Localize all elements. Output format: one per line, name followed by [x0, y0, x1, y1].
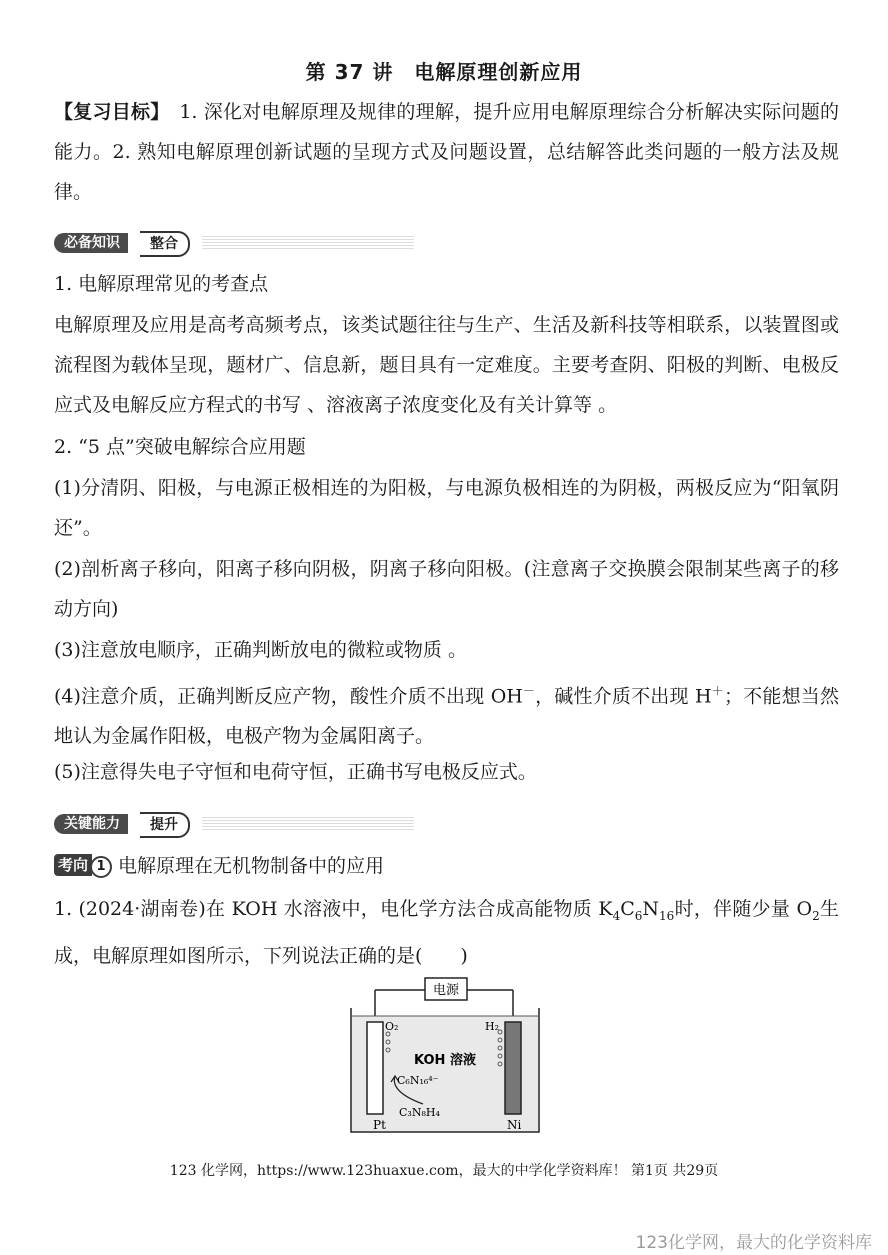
kaoxiang-heading [54, 846, 839, 886]
kaoxiang-tag: 考向 [54, 854, 92, 876]
section-tag-dark: 必备知识 [54, 233, 128, 253]
review-goals [54, 92, 839, 212]
kaoxiang-text: 电解原理在无机物制备中的应用 [118, 855, 385, 877]
goals-text: 1. 深化对电解原理及规律的理解，提升应用电解原理综合分析解决实际问题的能力。2. 熟知电解原理创新试题的呈现方式及问题设置，总结解答此类问题的一般方法及规律。 [54, 101, 839, 203]
point2-item-3: (3)注意放电顺序，正确判断放电的微粒或物质 。 [54, 639, 467, 661]
page-footer: 123 化学网，https://www.123huaxue.com，最大的中学化学资料库！ 第1页 共29页 [169, 1163, 719, 1179]
goals-label: 【复习目标】 [54, 101, 161, 123]
ni-electrode [505, 1022, 521, 1114]
section-stripe [202, 235, 414, 249]
ni-label: Ni [507, 1118, 522, 1132]
electrolysis-diagram [345, 972, 545, 1138]
item4-part-b: ，碱性介质不出现 H [534, 685, 712, 708]
o2-label: O₂ [385, 1020, 399, 1033]
point2-item-4: (4)注意介质，正确判断反应产物，酸性介质不出现 OH－，碱性介质不出现 H＋；不能想当然地认为金属作阳极，电极产物为金属阳离子。 [54, 684, 839, 748]
point1-heading: 1. 电解原理常见的考查点 [54, 273, 269, 295]
section-tag-light: 提升 [140, 812, 190, 838]
pt-electrode [367, 1022, 383, 1114]
item4-part-a: (4)注意介质，正确判断反应产物，酸性介质不出现 OH [54, 685, 523, 708]
section-stripe [202, 816, 414, 830]
item4-part-c: ；不能想当然地认为金属作阳极，电极产物为金属阳离子。 [54, 685, 839, 748]
point2-item-5: (5)注意得失电子守恒和电荷守恒，正确书写电极反应式。 [54, 761, 537, 783]
h2-label: H₂ [485, 1020, 500, 1033]
reactant-label: C₃N₈H₄ [399, 1106, 440, 1119]
pt-label: Pt [373, 1118, 386, 1132]
solution-label: KOH 溶液 [414, 1053, 476, 1068]
section-tag-light: 整合 [140, 231, 190, 257]
question-part-b: 时，伴随少量 O [674, 898, 813, 920]
section-tag-knowledge [54, 231, 414, 255]
point2-item-2: (2)剖析离子移向，阳离子移向阴极，阴离子移向阳极。(注意离子交换膜会限制某些离子的移动方向) [54, 558, 839, 620]
power-label: 电源 [432, 983, 460, 998]
question-part-a: 1. (2024·湖南卷)在 KOH 水溶液中，电化学方法合成高能物质 K [54, 898, 613, 920]
point1-text: 电解原理及应用是高考高频考点，该类试题往往与生产、生活及新科技等相联系，以装置图或流程图为载体呈现，题材广、信息新，题目具有一定难度。主要考查阴、阳极的判断、电极反应式及电解反应方程式的书写 、溶液离子浓度变化及有关计算等 。 [54, 314, 839, 416]
page-title: 第 37 讲 电解原理创新应用 [305, 60, 583, 84]
point2-heading: 2. “5 点”突破电解综合应用题 [54, 436, 306, 458]
section-tag-ability [54, 812, 414, 836]
kaoxiang-number: 1 [90, 856, 112, 878]
section-tag-dark: 关键能力 [54, 814, 128, 834]
product-label: C₆N₁₆⁴⁻ [397, 1074, 439, 1087]
watermark: 123化学网，最大的化学资料库 [635, 1233, 872, 1253]
point2-item-1: (1)分清阴、阳极，与电源正极相连的为阳极，与电源负极相连的为阴极，两极反应为“阳氧阴还”。 [54, 477, 839, 539]
question-part-c: 生成，电解原理如图所示，下列说法正确的是( ) [54, 898, 839, 967]
question-text: 1. (2024·湖南卷)在 KOH 水溶液中，电化学方法合成高能物质 $K_4C_6N_{16}$时，伴随少量 $O_2$生成，电解原理如图所示，下列说法正确的是( ) [54, 898, 839, 967]
